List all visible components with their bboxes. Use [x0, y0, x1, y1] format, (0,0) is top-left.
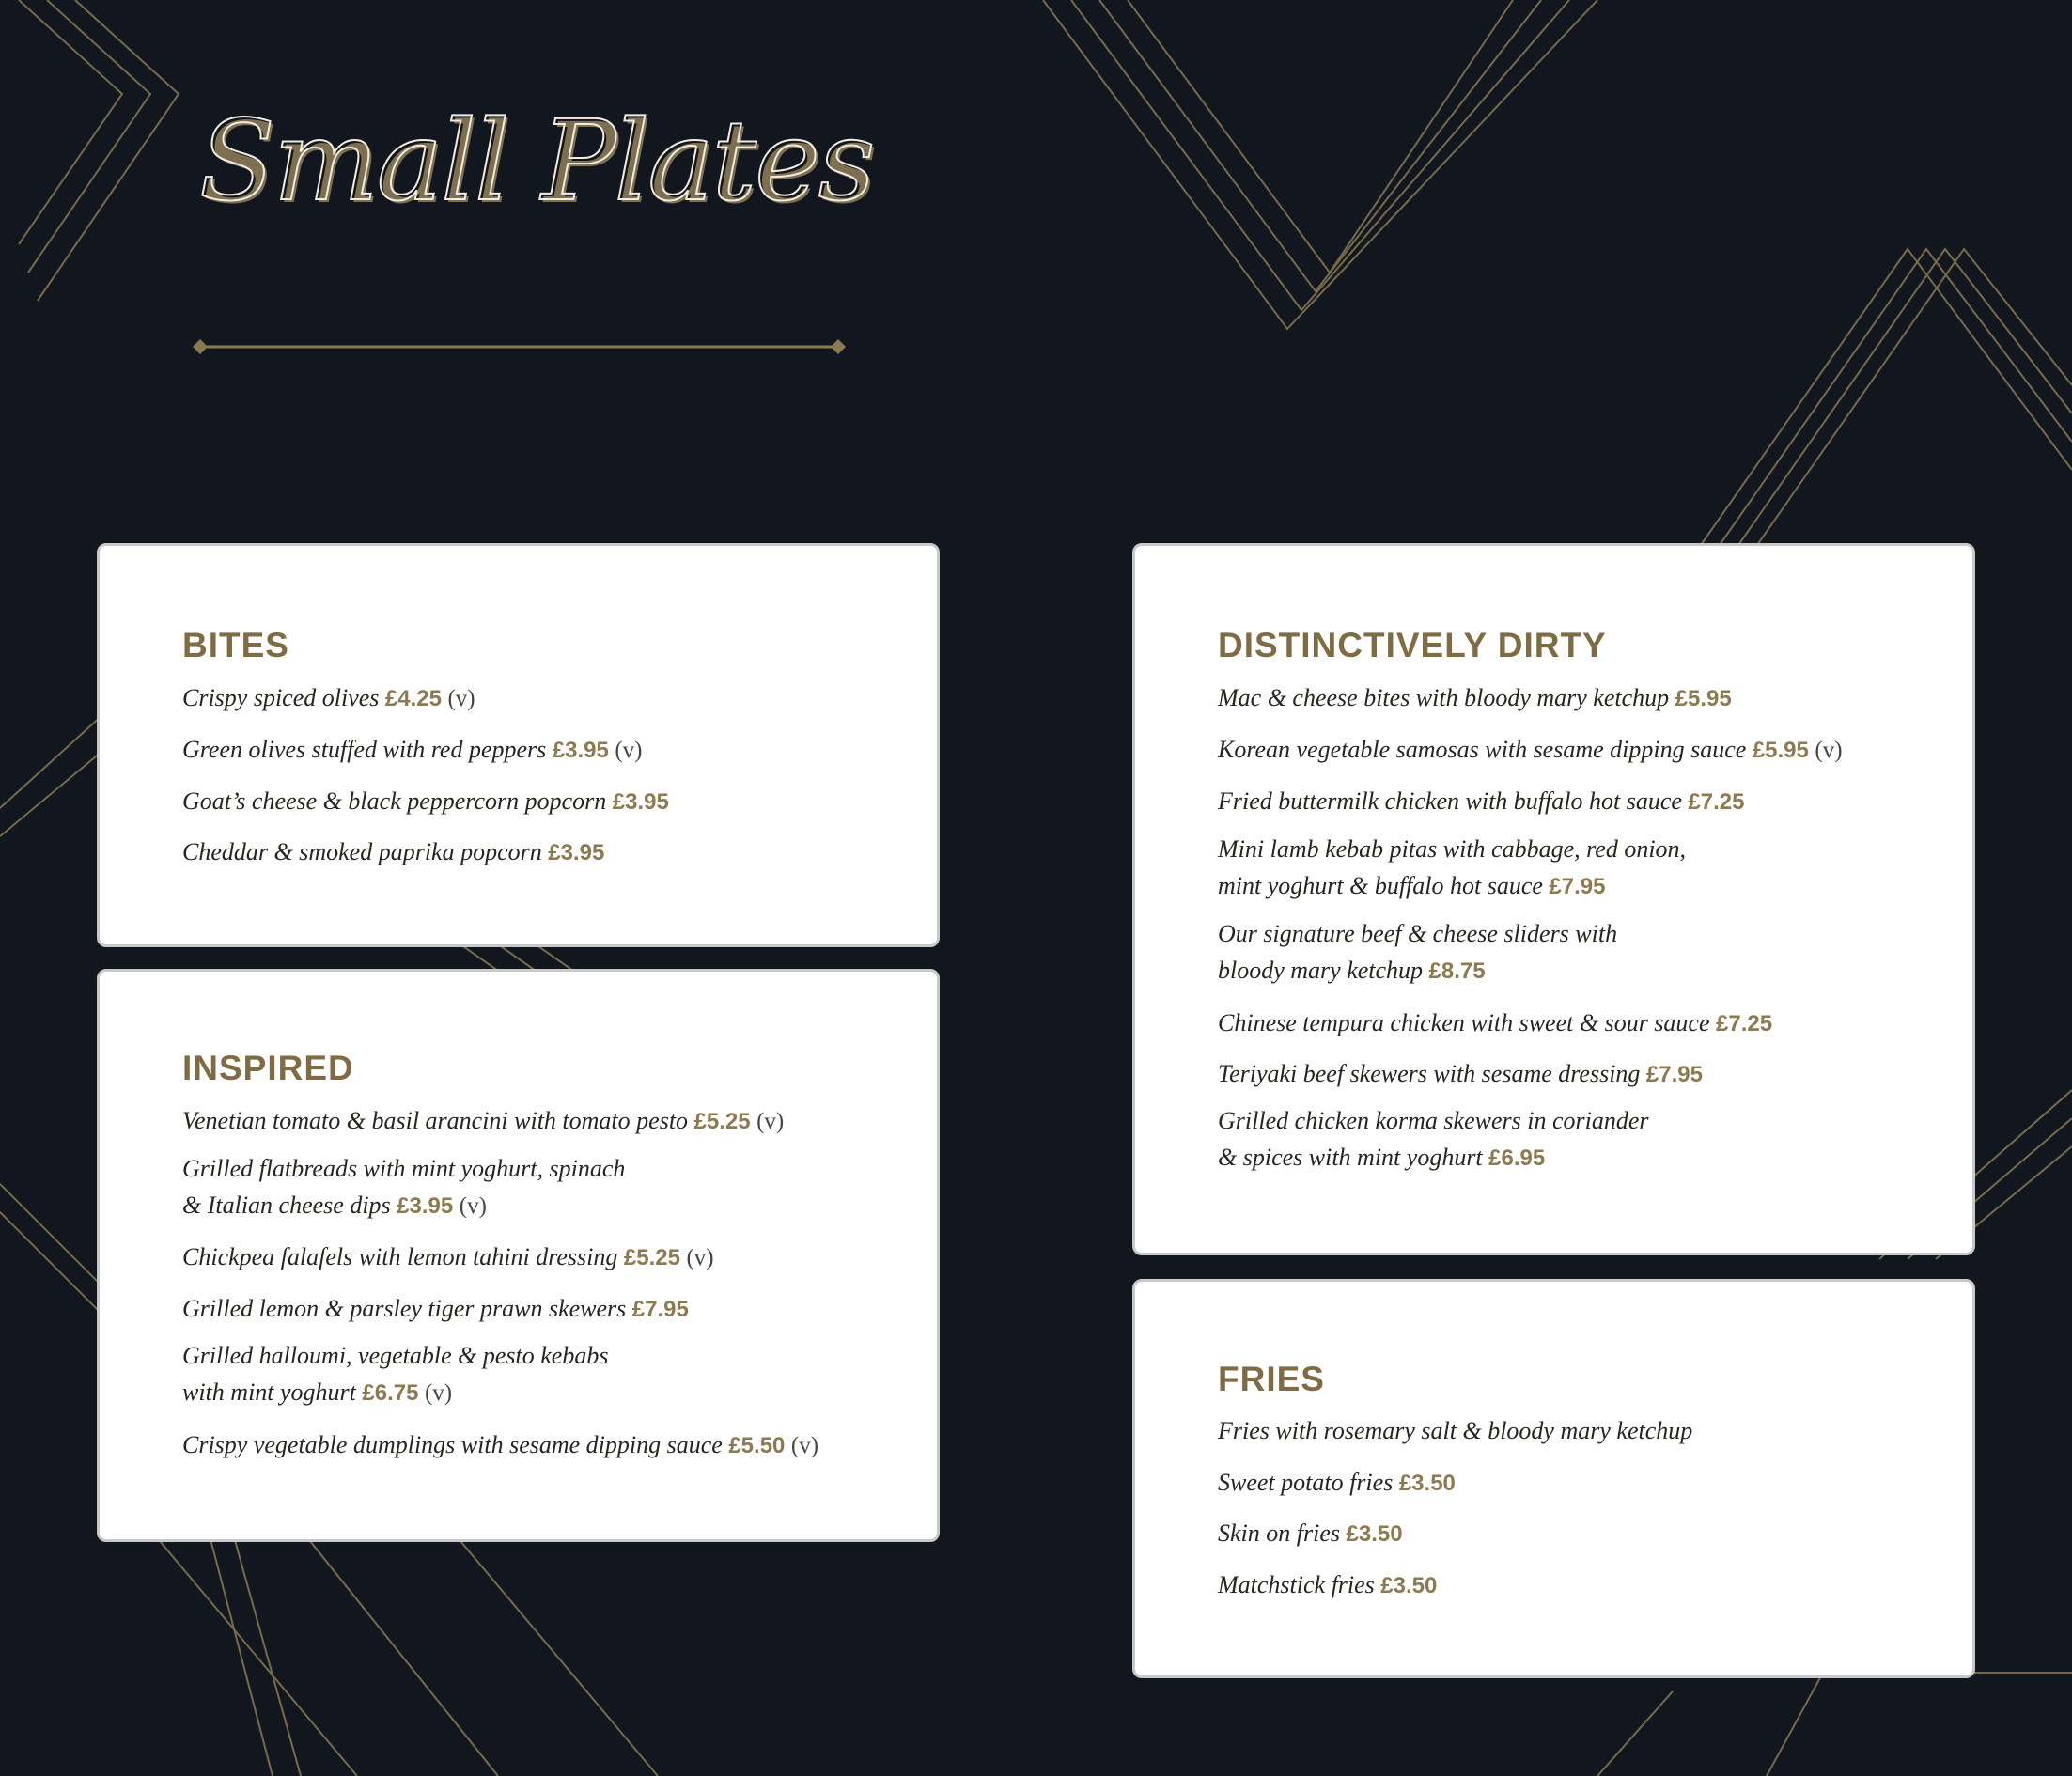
item-price: £3.95	[552, 738, 609, 763]
item-name-line-1: Our signature beef & cheese sliders with	[1218, 920, 1618, 947]
fries-card	[1132, 1279, 1975, 1678]
item-price: £3.50	[1398, 1471, 1456, 1496]
section-heading-inspired: INSPIRED	[182, 1049, 354, 1087]
menu-item	[182, 1290, 689, 1328]
vegetarian-marker: (v)	[447, 686, 475, 711]
item-price: £8.75	[1428, 958, 1486, 984]
item-price: £3.50	[1346, 1521, 1403, 1547]
item-price: £6.95	[1488, 1145, 1546, 1171]
item-price: £3.95	[548, 840, 605, 865]
item-name: Chinese tempura chicken with sweet & sour sauce	[1218, 1009, 1710, 1036]
distinctively-dirty-card	[1132, 543, 1975, 1255]
menu-item	[1218, 915, 1617, 989]
item-name: Crispy vegetable dumplings with sesame dipping sauce	[182, 1431, 723, 1458]
item-name: & spices with mint yoghurt	[1218, 1144, 1483, 1171]
item-price: £7.25	[1688, 789, 1745, 815]
page-title: Small Plates	[199, 96, 874, 226]
item-price: £5.95	[1752, 738, 1809, 763]
menu-item	[1218, 731, 1843, 769]
vegetarian-marker: (v)	[615, 738, 643, 763]
item-price: £7.95	[631, 1297, 689, 1322]
item-name: Venetian tomato & basil arancini with tomato pesto	[182, 1107, 689, 1134]
menu-item	[1218, 1464, 1456, 1502]
menu-item	[1218, 1515, 1403, 1552]
item-price: £7.95	[1645, 1062, 1703, 1087]
vegetarian-marker: (v)	[459, 1193, 487, 1219]
vegetarian-marker: (v)	[790, 1433, 819, 1458]
item-name: Grilled lemon & parsley tiger prawn skewers	[182, 1295, 627, 1322]
menu-item	[1218, 679, 1732, 717]
title-divider	[193, 336, 846, 357]
item-name: Mac & cheese bites with bloody mary ketchup	[1218, 684, 1670, 711]
item-name: Korean vegetable samosas with sesame dipping sauce	[1218, 736, 1747, 763]
item-price: £3.95	[397, 1193, 454, 1219]
item-name: Crispy spiced olives	[182, 684, 380, 711]
item-name-line-1: Grilled chicken korma skewers in coriander	[1218, 1107, 1649, 1134]
vegetarian-marker: (v)	[686, 1245, 714, 1270]
item-price: £5.95	[1675, 686, 1732, 711]
item-price: £7.25	[1716, 1011, 1773, 1036]
item-name: Goat’s cheese & black peppercorn popcorn	[182, 787, 607, 815]
menu-item	[1218, 1102, 1649, 1176]
menu-item	[1218, 1566, 1437, 1604]
item-price: £3.50	[1380, 1573, 1438, 1598]
item-name: Sweet potato fries	[1218, 1469, 1394, 1496]
vegetarian-marker: (v)	[424, 1380, 453, 1406]
item-name: & Italian cheese dips	[182, 1192, 391, 1219]
item-price: £4.25	[384, 686, 442, 711]
menu-item	[1218, 783, 1744, 820]
item-name: Matchstick fries	[1218, 1571, 1375, 1598]
inspired-card	[97, 969, 940, 1542]
item-name-line-1: Mini lamb kebab pitas with cabbage, red onion,	[1218, 835, 1687, 863]
vegetarian-marker: (v)	[756, 1109, 785, 1134]
menu-item	[182, 731, 643, 769]
menu-item	[182, 1102, 784, 1140]
item-name: Cheddar & smoked paprika popcorn	[182, 838, 542, 865]
item-name-line-1: Grilled flatbreads with mint yoghurt, spinach	[182, 1155, 626, 1182]
menu-item	[1218, 1055, 1703, 1093]
item-name: Chickpea falafels with lemon tahini dressing	[182, 1243, 618, 1270]
item-name: bloody mary ketchup	[1218, 957, 1424, 984]
item-name: Teriyaki beef skewers with sesame dressing	[1218, 1060, 1641, 1087]
vegetarian-marker: (v)	[1815, 738, 1843, 763]
menu-item	[1218, 1005, 1772, 1042]
item-name: mint yoghurt & buffalo hot sauce	[1218, 872, 1543, 899]
menu-item	[182, 1239, 714, 1276]
section-heading-fries: FRIES	[1218, 1360, 1325, 1398]
item-name: with mint yoghurt	[182, 1379, 356, 1406]
item-price: £5.50	[728, 1433, 786, 1458]
item-price: £5.25	[693, 1109, 751, 1134]
item-price: £7.95	[1549, 874, 1606, 899]
item-name-line-1: Grilled halloumi, vegetable & pesto kebabs	[182, 1342, 609, 1369]
item-name: Green olives stuffed with red peppers	[182, 736, 547, 763]
section-heading-distinctively-dirty: DISTINCTIVELY DIRTY	[1218, 626, 1607, 664]
item-price: £6.75	[362, 1380, 419, 1406]
menu-item	[182, 1150, 625, 1224]
menu-item	[182, 1426, 818, 1464]
item-price: £3.95	[612, 789, 669, 815]
menu-item	[1218, 1412, 1692, 1449]
menu-item	[182, 679, 475, 717]
section-heading-bites: BITES	[182, 626, 289, 664]
menu-item	[182, 833, 604, 871]
menu-item	[182, 1337, 608, 1411]
menu-item	[1218, 831, 1686, 905]
bites-card	[97, 543, 940, 947]
item-name: Fries with rosemary salt & bloody mary ketchup	[1218, 1417, 1693, 1444]
item-name: Skin on fries	[1218, 1519, 1340, 1547]
item-price: £5.25	[623, 1245, 680, 1270]
menu-item	[182, 783, 669, 820]
item-name: Fried buttermilk chicken with buffalo hot sauce	[1218, 787, 1682, 815]
